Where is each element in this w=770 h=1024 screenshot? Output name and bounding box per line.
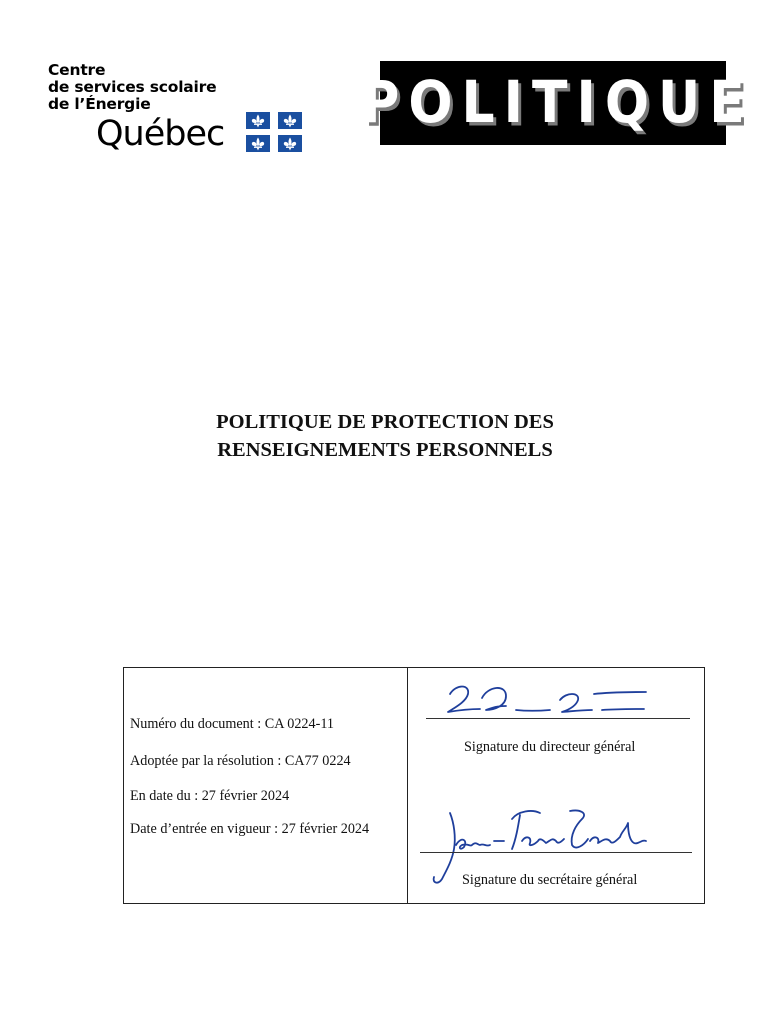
- quebec-flag-icon: [246, 112, 302, 152]
- secretary-signature-line: [420, 852, 692, 853]
- director-signature-label: Signature du directeur général: [464, 739, 636, 755]
- organization-logo: [48, 62, 318, 162]
- title-line-2: RENSEIGNEMENTS PERSONNELS: [217, 439, 553, 461]
- logo-line-centre: Centre: [48, 61, 106, 79]
- director-signature-line: [426, 718, 690, 719]
- resolution-number: Adoptée par la résolution : CA77 0224: [130, 753, 351, 769]
- document-date: En date du : 27 février 2024: [130, 788, 290, 804]
- effective-date: Date d’entrée en vigueur : 27 février 2024: [130, 821, 370, 837]
- document-info-box: [123, 667, 705, 904]
- title-line-1: POLITIQUE DE PROTECTION DES: [216, 411, 554, 433]
- quebec-wordmark: Québec: [96, 114, 225, 154]
- banner-text: POLITIQUE: [361, 69, 754, 137]
- logo-line-energie: de l’Énergie: [48, 95, 151, 113]
- box-divider: [407, 668, 408, 903]
- document-title: [0, 408, 770, 464]
- secretary-signature-label: Signature du secrétaire général: [462, 872, 638, 888]
- director-signature: [424, 676, 654, 722]
- document-number: Numéro du document : CA 0224-11: [130, 716, 334, 732]
- document-type-banner: [361, 61, 754, 145]
- logo-line-services: de services scolaire: [48, 78, 217, 96]
